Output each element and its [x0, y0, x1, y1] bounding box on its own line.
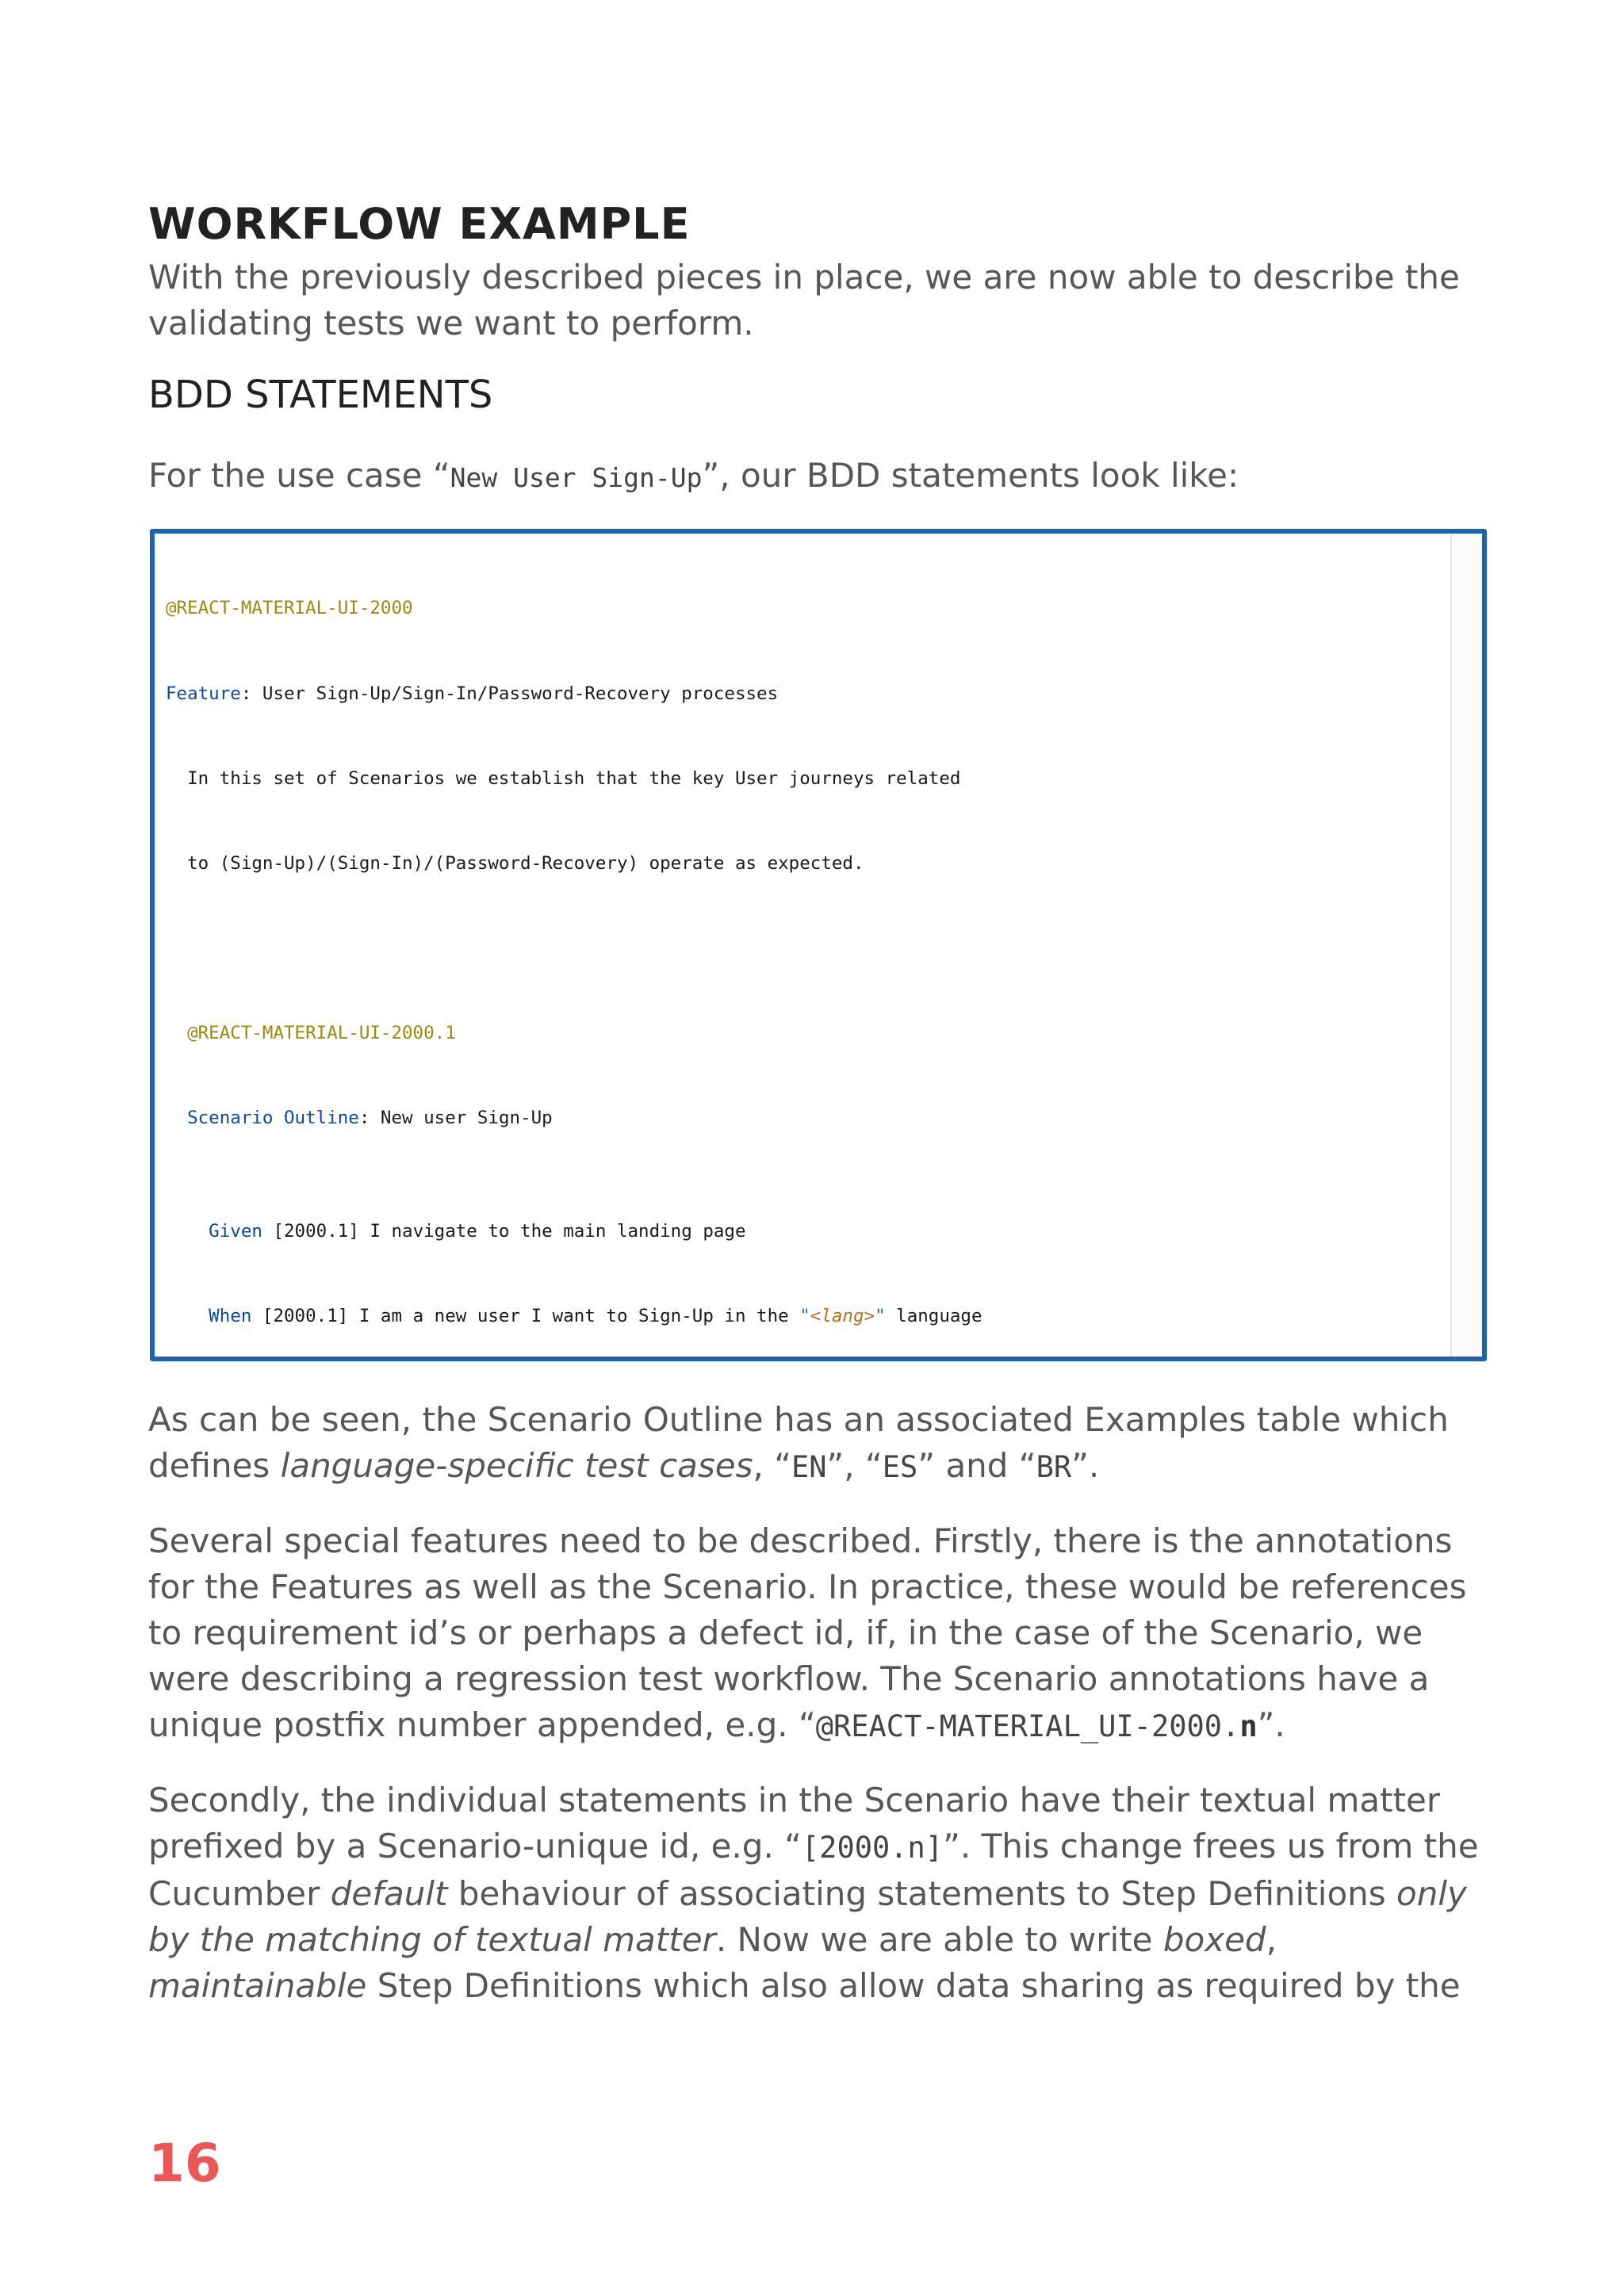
- paragraph-annotations: [148, 1518, 1480, 1750]
- inline-code: ES: [882, 1450, 918, 1484]
- paragraph-examples: [148, 1397, 1480, 1490]
- text: ,: [1266, 1920, 1277, 1959]
- text: . Now we are able to write: [715, 1920, 1163, 1959]
- paragraph-statements: [148, 1777, 1480, 2009]
- text: ” and “: [917, 1446, 1036, 1485]
- emphasis: default: [330, 1874, 448, 1913]
- inline-code-bold: n: [1239, 1709, 1258, 1743]
- code-text: language: [885, 1305, 982, 1326]
- code-text: [2000.1] I am a new user I want to Sign-Up in the: [251, 1305, 800, 1326]
- text: ”, “: [826, 1446, 883, 1485]
- text: , “: [753, 1446, 791, 1485]
- code-line: to (Sign-Up)/(Sign-In)/(Password-Recovery) operate as expected.: [166, 852, 864, 874]
- usecase-code: New User Sign-Up: [450, 462, 703, 493]
- code-text: : New user Sign-Up: [358, 1107, 553, 1128]
- code-text: : User Sign-Up/Sign-In/Password-Recovery processes: [240, 683, 779, 704]
- text: behaviour of associating statements to Step Definitions: [447, 1874, 1396, 1913]
- subsection-heading: BDD STATEMENTS: [148, 373, 493, 417]
- content-column: [148, 194, 1480, 2037]
- text: Step Definitions which also allow data sharing as required by the: [366, 1966, 1461, 2005]
- code-line: @REACT-MATERIAL-UI-2000: [166, 598, 413, 619]
- code-line-blank: [166, 935, 1450, 963]
- text: Secondly, the individual statements in the Scenario have their textual matter prefixed by a Scenario-unique id, e.g. “: [148, 1781, 1441, 1866]
- text: ”. This change frees us from the Cucumber: [148, 1827, 1479, 1913]
- scrollbar[interactable]: [1450, 534, 1482, 1357]
- emphasis: boxed: [1162, 1920, 1266, 1959]
- inline-code: [2000.n]: [801, 1831, 944, 1865]
- keyword: When: [166, 1305, 252, 1326]
- quote: ": [799, 1305, 810, 1326]
- placeholder: <lang>: [810, 1305, 875, 1326]
- usecase-before: For the use case “: [148, 456, 450, 495]
- code-line: [166, 680, 1450, 709]
- usecase-paragraph: [148, 453, 1480, 501]
- emphasis: maintainable: [148, 1966, 367, 2005]
- keyword: Scenario Outline: [166, 1107, 359, 1128]
- gherkin-code: [166, 538, 1450, 1361]
- inline-code: @REACT-MATERIAL_UI-2000.: [815, 1709, 1240, 1743]
- text: ”.: [1071, 1446, 1100, 1485]
- code-line: [166, 1104, 1450, 1133]
- code-text: [2000.1] I navigate to the main landing page: [262, 1220, 746, 1242]
- emphasis: language-specific test cases: [280, 1446, 753, 1485]
- inline-code: BR: [1036, 1450, 1072, 1484]
- text: ”.: [1257, 1705, 1285, 1744]
- usecase-after: ”, our BDD statements look like:: [702, 456, 1239, 495]
- text: Several special features need to be described. Firstly, there is the annotations for the Features as well as the Scenario. In practice, these would be references to requirement id’s or perhaps a defect id, if, in the case of the Scenario, we were describing a regression test workflow. The Scenario annotations have a unique postfix number appended, e.g. “: [148, 1521, 1467, 1744]
- inline-code: EN: [791, 1450, 827, 1484]
- page-number: 16: [148, 2133, 221, 2194]
- text: As can be seen, the Scenario Outline has an associated Examples table which defines: [148, 1400, 1449, 1485]
- intro-paragraph: With the previously described pieces in place, we are now able to describe the validating tests we want to perform.: [148, 258, 1460, 342]
- code-line: [166, 1303, 1450, 1331]
- quote: ": [875, 1305, 886, 1326]
- keyword: Given: [166, 1220, 262, 1242]
- code-line: @REACT-MATERIAL-UI-2000.1: [166, 1022, 456, 1043]
- code-line: [166, 1218, 1450, 1246]
- emphasis: only by the matching of textual matter: [148, 1874, 1467, 1959]
- keyword: Feature: [166, 683, 241, 704]
- code-line: In this set of Scenarios we establish that the key User journeys related: [166, 767, 961, 789]
- code-screenshot: [150, 529, 1487, 1361]
- section-heading: WORKFLOW EXAMPLE: [148, 199, 691, 249]
